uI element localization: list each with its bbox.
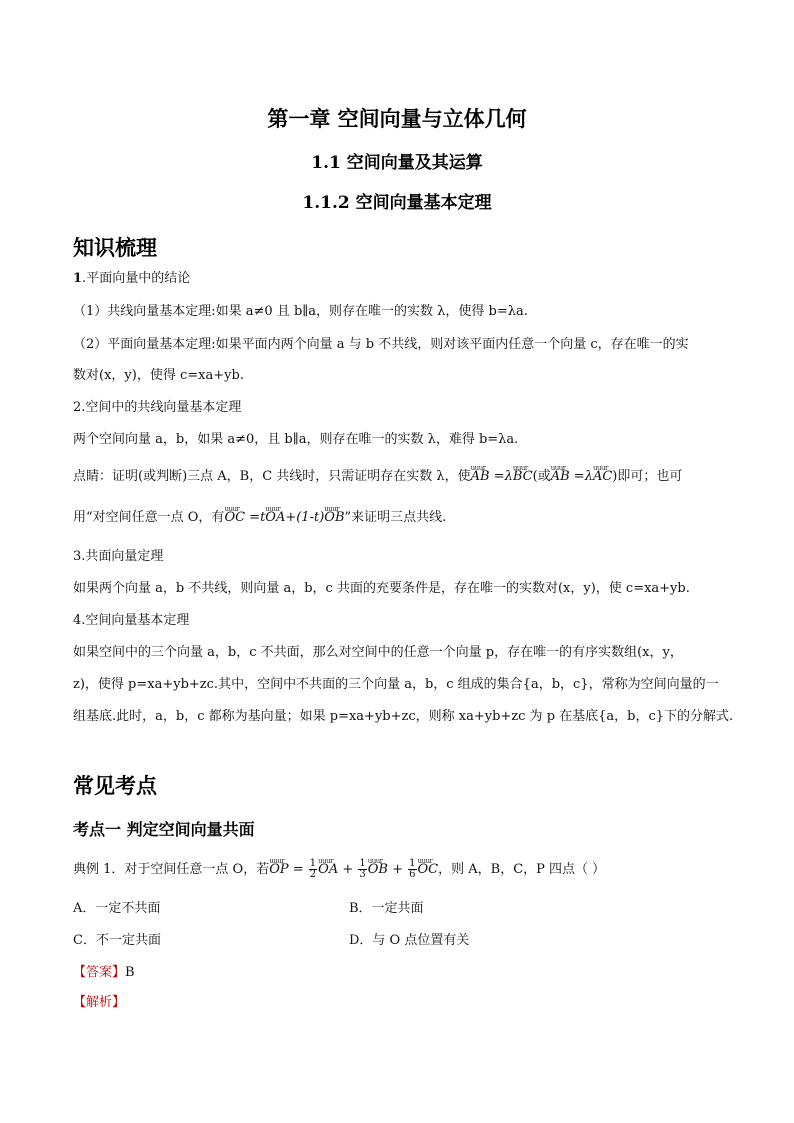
tip-line2: 用“对空间任意一点 O，有uuur OC =tuuur OA+(1-t)uuur OB”来证明三点共线.	[73, 509, 725, 527]
kaodian1-title: 考点一 判定空间向量共面	[73, 820, 255, 839]
fraction-1-3: $\frac{1}{3}$	[359, 858, 366, 880]
option-b: B．一定共面	[349, 901, 424, 916]
chapter-title: 第一章 空间向量与立体几何	[267, 106, 527, 131]
vector-OB-ex: uuur OB	[368, 861, 388, 879]
fraction-1-6: $\frac{1}{6}$	[409, 858, 416, 880]
item3-title: 3.共面向量定理	[73, 549, 164, 564]
option-d: D．与 O 点位置有关	[349, 933, 470, 948]
item2-text: 两个空间向量 a，b，如果 a≠0，且 b∥a，则存在唯一的实数 λ，难得 b=λa.	[73, 432, 519, 447]
analysis-label: 【解析】	[73, 995, 126, 1010]
vector-OC: uuur OC	[224, 509, 245, 527]
vector-OC-ex: uuur OC	[418, 861, 439, 879]
answer-value: B	[125, 965, 135, 980]
vector-OP: uuur OP	[269, 861, 288, 879]
answer-label: 【答案】	[73, 965, 126, 980]
fraction-1-2: $\frac{1}{2}$	[309, 858, 317, 880]
item4-title: 4.空间向量基本定理	[73, 613, 190, 628]
tip-line1: 点睛：证明(或判断)三点 A，B，C 共线时，只需证明存在实数 λ，使uuur AB =λuuur BC(或uuur AB =λuuur AC)即可；也可	[73, 468, 725, 486]
knowledge-heading: 知识梳理	[73, 235, 157, 260]
item4-line1: 如果空间中的三个向量 a，b，c 不共面，那么对空间中的任意一个向量 p，存在唯一的有序实数组(x，y，	[73, 645, 683, 660]
item2-title: 2.空间中的共线向量基本定理	[73, 400, 242, 415]
option-c: C．不一定共面	[73, 933, 161, 948]
vector-AC: uuur AC	[593, 468, 612, 486]
item1-title: 1.平面向量中的结论	[73, 271, 191, 286]
item1-sub1: （1）共线向量基本定理:如果 a≠0 且 b∥a，则存在唯一的实数 λ，使得 b=λa.	[73, 304, 528, 319]
answer-line	[73, 961, 135, 980]
section-title: 1.1 空间向量及其运算	[311, 153, 483, 173]
vector-OA-ex: uuur OA	[318, 861, 338, 879]
example-1: 典例 1．对于空间任意一点 O，若uuur OP = $\frac{1}{2}$ uuur OA + $\frac{1}{3}$ uuur OB + $\frac{1}{6}$ uuur OC，则 A，B，C，P 四点（ ）	[73, 859, 725, 880]
vector-OA: uuur OA	[265, 509, 285, 527]
item3-text: 如果两个向量 a，b 不共线，则向量 a，b，c 共面的充要条件是，存在唯一的实数对(x，y)，使 c=xa+yb.	[73, 581, 690, 596]
vector-OB: uuur OB	[324, 509, 344, 527]
common-heading: 常见考点	[73, 773, 157, 798]
item1-sub2-line1: （2）平面向量基本定理:如果平面内两个向量 a 与 b 不共线，则对该平面内任意一个向量 c，存在唯一的实	[73, 337, 689, 352]
subsection-title: 1.1.2 空间向量基本定理	[302, 193, 492, 213]
item4-line2: z)，使得 p=xa+yb+zc.其中，空间中不共面的三个向量 a，b，c 组成的集合{a，b，c}，常称为空间向量的一	[73, 677, 719, 692]
vector-AB-alt: uuur AB	[551, 468, 570, 486]
vector-AB: uuur AB	[471, 468, 490, 486]
item4-line3: 组基底.此时，a，b，c 都称为基向量；如果 p=xa+yb+zc，则称 xa+yb+zc 为 p 在基底{a，b，c}下的分解式.	[73, 709, 734, 724]
option-a: A．一定不共面	[73, 901, 161, 916]
vector-BC: uuur BC	[513, 468, 533, 486]
item1-sub2-line2: 数对(x，y)，使得 c=xa+yb.	[73, 368, 244, 383]
